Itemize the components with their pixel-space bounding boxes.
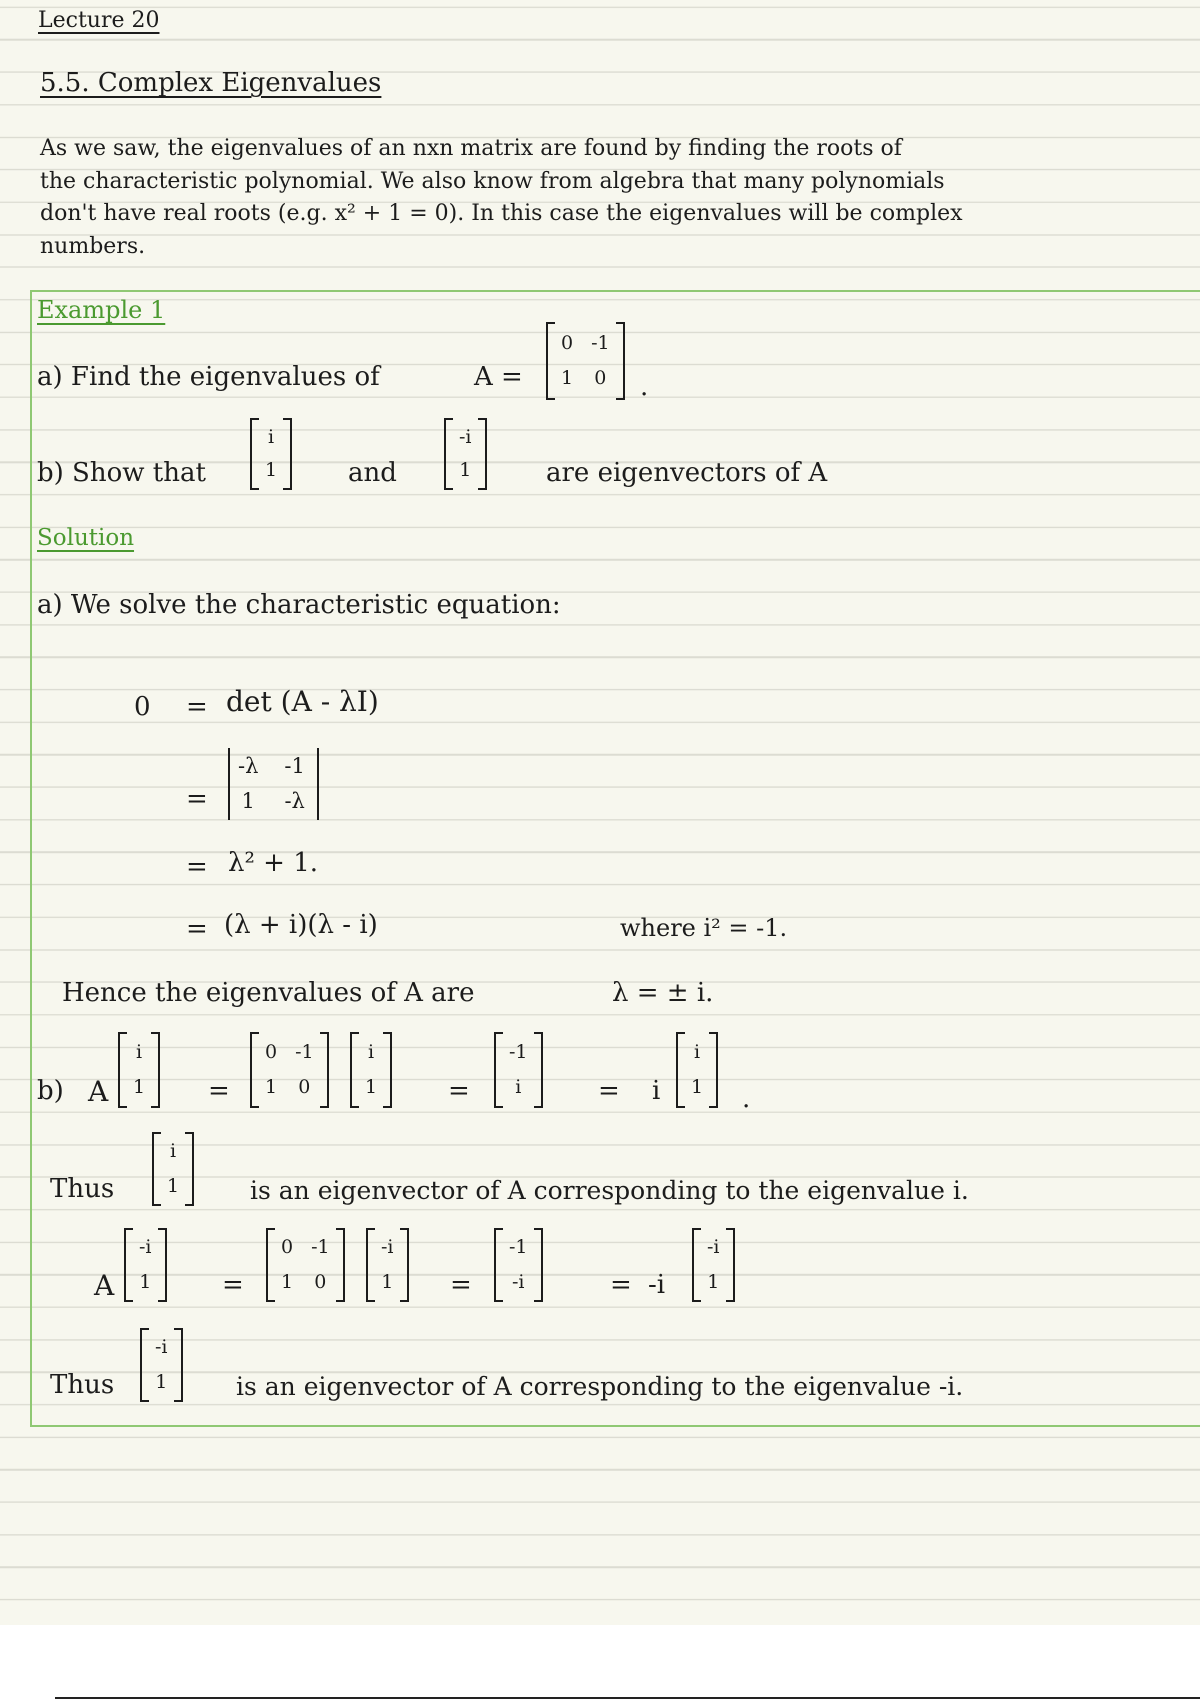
matrix-cell: 0 bbox=[561, 332, 574, 355]
vector-cell: i bbox=[368, 1041, 375, 1064]
matrix-A-symbol: A bbox=[88, 1075, 109, 1108]
period: . bbox=[742, 1084, 751, 1114]
eq4-rhs: (λ + i)(λ - i) bbox=[224, 910, 378, 940]
vector-cell: 1 bbox=[365, 1076, 378, 1098]
vector-cell: i bbox=[515, 1076, 522, 1098]
hence-text: Hence the eigenvalues of A are bbox=[62, 978, 475, 1008]
matrix-cell: 0 bbox=[298, 1076, 311, 1098]
matrix-cell: 0 bbox=[281, 1236, 294, 1259]
vector-cell: -i bbox=[512, 1271, 525, 1293]
vector-cell: 1 bbox=[707, 1271, 720, 1293]
matrix-cell: -1 bbox=[295, 1041, 314, 1064]
eq1-rhs: det (A - λI) bbox=[226, 685, 379, 718]
part-a-text: a) Find the eigenvalues of bbox=[37, 362, 380, 392]
b-vector-2-rhs bbox=[366, 1228, 409, 1302]
matrix-cell: 0 bbox=[265, 1041, 278, 1064]
vector-cell: i bbox=[268, 426, 275, 449]
part-a-period: . bbox=[640, 372, 649, 402]
equals-sign: = bbox=[222, 1270, 244, 1300]
matrix-cell: 0 bbox=[594, 367, 607, 389]
b-vector-1-final bbox=[676, 1032, 718, 1108]
vector-cell: -i bbox=[139, 1236, 152, 1259]
b-matrix-2 bbox=[266, 1228, 345, 1302]
scalar-i: i bbox=[652, 1076, 661, 1106]
matrix-A-symbol: A bbox=[94, 1269, 115, 1302]
thus-1-text: is an eigenvector of A corresponding to the eigenvalue i. bbox=[250, 1176, 969, 1205]
matrix-cell: 1 bbox=[265, 1076, 278, 1098]
part-b-suffix: are eigenvectors of A bbox=[546, 458, 828, 488]
vector-cell: i bbox=[136, 1041, 143, 1064]
solution-title: Solution bbox=[37, 525, 135, 551]
vector-cell: 1 bbox=[155, 1371, 168, 1393]
vector-cell: i bbox=[170, 1140, 177, 1163]
vector-cell: 1 bbox=[167, 1175, 180, 1197]
intro-line: As we saw, the eigenvalues of an nxn matrix are found by finding the roots of bbox=[40, 136, 902, 161]
part-b-text: b) Show that bbox=[37, 458, 206, 488]
vector-cell: 1 bbox=[265, 459, 278, 481]
equals-sign: = bbox=[598, 1076, 620, 1106]
intro-line: don't have real roots (e.g. x² + 1 = 0). In this case the eigenvalues will be complex bbox=[40, 201, 963, 226]
vector-cell: -i bbox=[381, 1236, 394, 1259]
thus-2-label: Thus bbox=[50, 1370, 115, 1400]
eq3-rel: = bbox=[186, 852, 208, 882]
thus-1-vector bbox=[152, 1132, 194, 1206]
determinant-matrix bbox=[228, 748, 321, 820]
thus-2-vector bbox=[140, 1328, 183, 1402]
intro-line: numbers. bbox=[40, 233, 146, 259]
matrix-cell: 1 bbox=[281, 1271, 294, 1293]
solution-a-intro: a) We solve the characteristic equation: bbox=[37, 590, 561, 620]
equals-sign: = bbox=[450, 1270, 472, 1300]
example-title: Example 1 bbox=[37, 296, 166, 324]
thus-1-label: Thus bbox=[50, 1174, 115, 1204]
b-vector-1-rhs bbox=[350, 1032, 392, 1108]
part-a-lhs: A = bbox=[474, 362, 523, 392]
matrix-cell: -1 bbox=[311, 1236, 330, 1259]
eq4-rel: = bbox=[186, 914, 208, 944]
matrix-cell: 1 bbox=[561, 367, 574, 389]
vector-neg-i-1 bbox=[444, 418, 487, 490]
eq1-rel: = bbox=[186, 692, 208, 722]
page-bottom-rule bbox=[55, 1697, 1200, 1699]
scalar-neg-i: -i bbox=[648, 1270, 666, 1300]
vector-cell: -1 bbox=[509, 1041, 528, 1064]
section-title: 5.5. Complex Eigenvalues bbox=[40, 68, 382, 98]
det-cell: -λ bbox=[284, 789, 305, 813]
vector-cell: -i bbox=[459, 426, 472, 449]
b-vector-1 bbox=[118, 1032, 160, 1108]
equals-sign: = bbox=[610, 1270, 632, 1300]
b-vector-2-final bbox=[692, 1228, 735, 1302]
vector-cell: 1 bbox=[459, 459, 472, 481]
b-result-1 bbox=[494, 1032, 543, 1108]
vector-cell: -i bbox=[155, 1336, 168, 1359]
eq4-note: where i² = -1. bbox=[620, 914, 788, 942]
vector-cell: -i bbox=[707, 1236, 720, 1259]
b-vector-2 bbox=[124, 1228, 167, 1302]
vector-cell: -1 bbox=[509, 1236, 528, 1259]
intro-paragraph bbox=[40, 133, 1160, 263]
vector-i-1 bbox=[250, 418, 292, 490]
det-cell: -λ bbox=[238, 753, 259, 778]
vector-cell: 1 bbox=[381, 1271, 394, 1293]
lecture-title: Lecture 20 bbox=[38, 8, 160, 33]
vector-cell: i bbox=[694, 1041, 701, 1064]
equals-sign: = bbox=[208, 1076, 230, 1106]
matrix-A bbox=[546, 322, 625, 400]
thus-2-text: is an eigenvector of A corresponding to the eigenvalue -i. bbox=[236, 1372, 964, 1401]
intro-line: the characteristic polynomial. We also know from algebra that many polynomials bbox=[40, 168, 945, 194]
b-matrix-1 bbox=[250, 1032, 329, 1108]
matrix-cell: 0 bbox=[314, 1271, 327, 1293]
vector-cell: 1 bbox=[691, 1076, 704, 1098]
eq2-rel: = bbox=[186, 784, 208, 814]
equals-sign: = bbox=[448, 1076, 470, 1106]
matrix-cell: -1 bbox=[591, 332, 610, 355]
part-b-and: and bbox=[348, 458, 397, 488]
det-cell: -1 bbox=[284, 753, 305, 778]
vector-cell: 1 bbox=[133, 1076, 146, 1098]
b-result-2 bbox=[494, 1228, 543, 1302]
solution-b-label: b) bbox=[37, 1076, 64, 1106]
vector-cell: 1 bbox=[139, 1271, 152, 1293]
eq1-lhs: 0 bbox=[134, 692, 151, 722]
det-cell: 1 bbox=[241, 789, 255, 813]
eq3-rhs: λ² + 1. bbox=[228, 848, 319, 878]
hence-value: λ = ± i. bbox=[612, 978, 714, 1008]
